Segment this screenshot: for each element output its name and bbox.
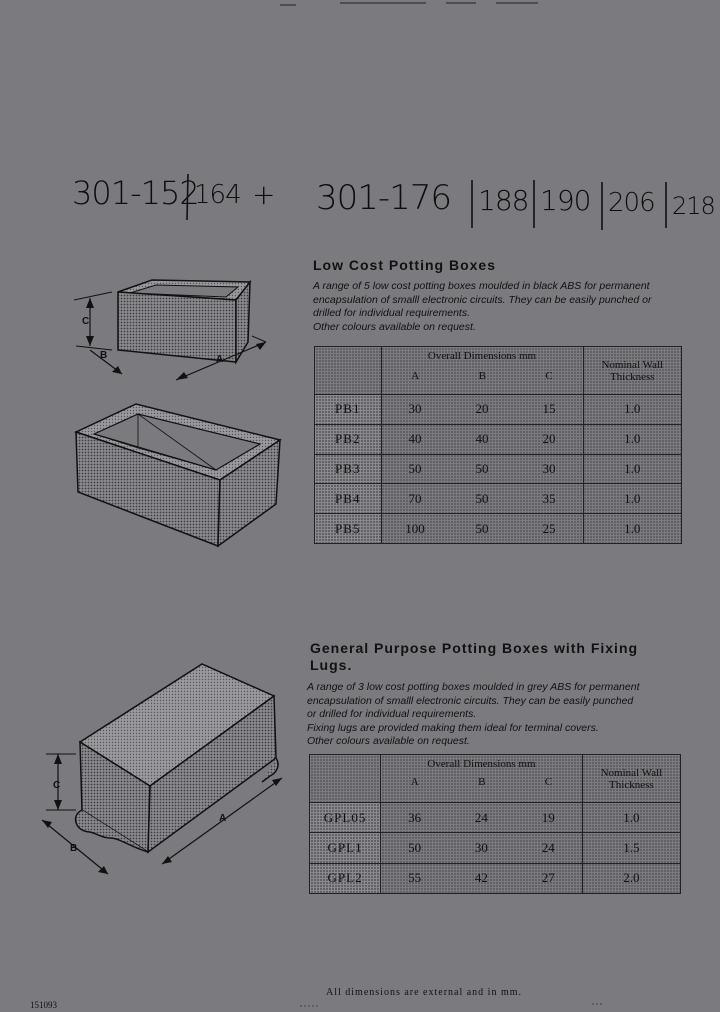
cell-a: 50 [408, 839, 422, 855]
dimension-b-label: B [100, 350, 108, 361]
cell-wall: 1.0 [583, 454, 682, 484]
low-cost-dimensions-table [314, 346, 682, 544]
col-b-label: B [478, 776, 486, 788]
overall-dimensions-header [381, 347, 583, 395]
cell-wall: 1.0 [583, 514, 682, 544]
dimensions-note: All dimensions are external and in mm. [326, 987, 523, 998]
col-b-label: B [478, 370, 486, 382]
handwritten-part-g: 218 [672, 192, 715, 220]
cell-b: 30 [474, 839, 488, 855]
table-row [315, 424, 682, 454]
section2-line: or drilled for individual requirements. [307, 708, 477, 720]
large-box-diagram [72, 400, 282, 550]
cell-a: 40 [408, 431, 422, 447]
col-a-label: A [410, 776, 419, 788]
cell-c: 25 [542, 520, 556, 536]
cell-a: 100 [405, 520, 425, 536]
small-box-diagram [60, 276, 290, 386]
section1-line: encapsulation of smalll electronic circuits. They can be easily punched or [313, 293, 652, 306]
lug-dimension-c-label: C [53, 780, 61, 791]
section1-description [313, 280, 652, 334]
table-row [310, 863, 681, 893]
handwritten-part-d: 188 [478, 184, 529, 217]
cell-c: 24 [541, 839, 555, 855]
table-corner [310, 755, 381, 803]
row-code: PB4 [315, 484, 382, 514]
handwritten-part-f: 206 [608, 188, 655, 218]
section2-line: encapsulation of smalll electronic circuits. They can be easily punched [307, 694, 634, 707]
cell-a: 50 [408, 460, 422, 476]
row-code: GPL1 [310, 833, 381, 863]
row-code: PB5 [315, 514, 382, 544]
lug-dimension-a-label: A [219, 813, 227, 824]
section2-title [310, 640, 638, 674]
cell-b: 40 [475, 431, 489, 447]
table-row [310, 833, 681, 863]
section1-line: Other colours available on request. [313, 320, 476, 333]
cell-b: 24 [474, 809, 488, 825]
cell-b: 50 [475, 460, 489, 476]
table-row [310, 803, 681, 833]
section2-line: Fixing lugs are provided making them ideal for terminal covers. [307, 721, 599, 734]
wall-thickness-header: Nominal Wall Thickness [582, 755, 680, 803]
cell-c: 27 [541, 870, 555, 886]
header-group-label: Overall Dimensions mm [427, 758, 536, 770]
cell-c: 35 [542, 490, 556, 506]
dimension-a-label: A [216, 354, 224, 365]
lug-dimension-b-label: B [70, 843, 78, 854]
row-code: PB2 [315, 424, 382, 454]
document-code: 151093 [30, 1000, 57, 1010]
cell-wall: 1.5 [582, 833, 680, 863]
top-edge-marks [0, 0, 720, 12]
row-code: PB3 [315, 454, 382, 484]
handwritten-separator [598, 180, 606, 232]
cell-b: 20 [475, 401, 489, 417]
row-code: PB1 [315, 395, 382, 425]
lugged-box-diagram [36, 660, 286, 890]
handwritten-part-b: 164 [194, 180, 241, 210]
col-c-label: C [545, 370, 553, 382]
handwritten-part-c: 301-176 [316, 178, 452, 218]
cell-wall: 1.0 [583, 484, 682, 514]
section2-title-line2: Lugs. [310, 657, 353, 673]
handwritten-separator [530, 178, 538, 230]
col-c-label: C [544, 776, 553, 788]
dimension-c-label: C [82, 316, 90, 327]
cell-b: 50 [475, 520, 489, 536]
table-row [315, 484, 682, 514]
fixing-lug-dimensions-table [309, 754, 681, 894]
section2-description [307, 681, 640, 749]
cell-b: 42 [474, 870, 488, 886]
cell-wall: 2.0 [582, 863, 680, 893]
cell-c: 19 [541, 809, 555, 825]
cell-a: 36 [408, 809, 422, 825]
table-row [315, 514, 682, 544]
handwritten-separator [468, 178, 476, 230]
cell-c: 15 [542, 401, 556, 417]
section2-title-line1: General Purpose Potting Boxes with Fixing [310, 640, 639, 656]
cell-a: 55 [408, 870, 422, 886]
wall-thickness-header: Nominal Wall Thickness [583, 347, 682, 395]
section2-line: A range of 3 low cost potting boxes moulded in grey ABS for permanent [307, 681, 640, 693]
overall-dimensions-header [381, 755, 583, 803]
cell-wall: 1.0 [582, 803, 680, 833]
cell-wall: 1.0 [583, 424, 682, 454]
handwritten-separator [184, 172, 192, 222]
handwritten-plus: + [252, 178, 275, 211]
table-row [315, 454, 682, 484]
table-row [315, 395, 682, 425]
cell-wall: 1.0 [583, 395, 682, 425]
cell-a: 70 [408, 490, 422, 506]
cell-b: 50 [475, 490, 489, 506]
section2-line: Other colours available on request. [307, 735, 470, 747]
cell-a: 30 [408, 401, 422, 417]
table-corner [315, 347, 382, 395]
handwritten-part-a: 301-152 [72, 174, 199, 212]
cell-c: 20 [542, 431, 556, 447]
section1-line: A range of 5 low cost potting boxes moulded in black ABS for permanent [313, 280, 650, 292]
cell-c: 30 [542, 460, 556, 476]
header-group-label: Overall Dimensions mm [427, 350, 537, 362]
bottom-edge-marks [0, 996, 720, 1012]
section1-title: Low Cost Potting Boxes [313, 257, 496, 273]
handwritten-separator [662, 180, 670, 230]
col-a-label: A [411, 370, 420, 382]
handwritten-part-e: 190 [540, 184, 591, 217]
section1-line: drilled for individual requirements. [313, 307, 470, 319]
row-code: GPL2 [310, 863, 381, 893]
row-code: GPL05 [310, 803, 381, 833]
